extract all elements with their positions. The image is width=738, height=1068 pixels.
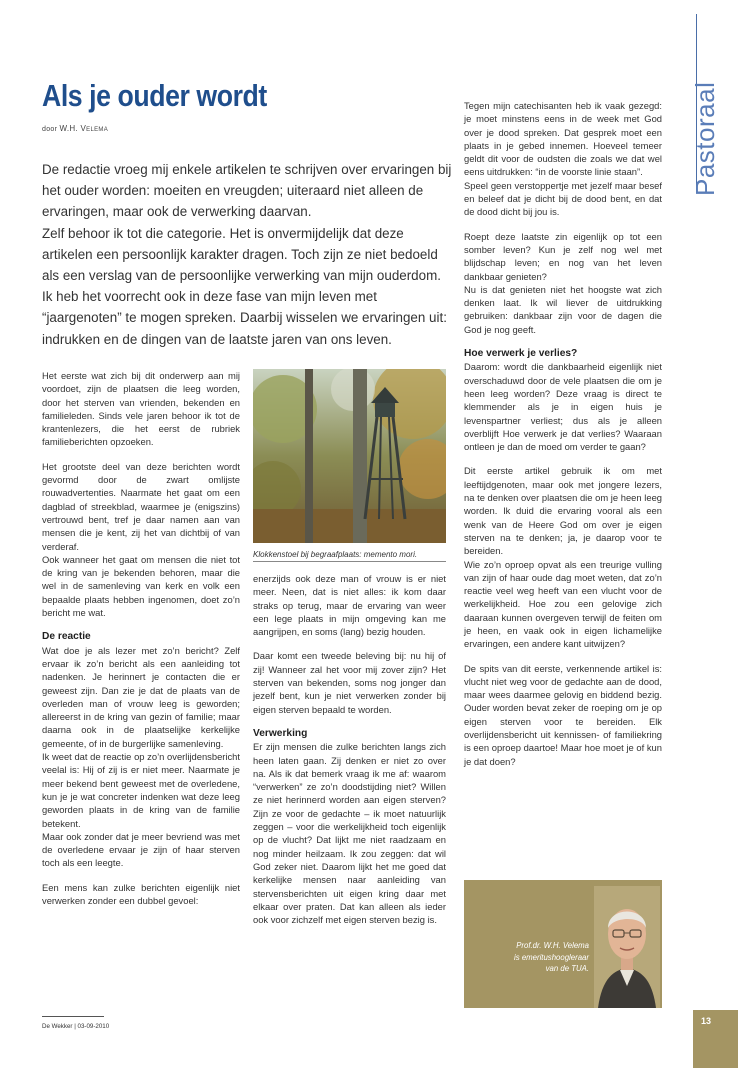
bell-tower-image: [253, 369, 446, 543]
paragraph: Roept deze laatste zin eigenlijk op tot een somber leven? Kun je zelf nog wel met blijdschap leven; en nog van het leven dankbaar genieten?: [464, 230, 662, 282]
paragraph: Daar komt een tweede beleving bij: nu hij of zij! Wanneer zal het voor mij zover zijn? Het sterven van bekenden, soms nog jonger dan jezelf bent, kun je niet verwerken zonder bij eigen sterven bepaald te worden.: [253, 650, 446, 715]
page-number-box: [693, 1010, 738, 1068]
paragraph: Ik weet dat de reactie op zo’n overlijdensbericht veelal is: Hij of zij is er niet meer. Naarmate je meer bekend bent geweest met de overledene, kun je je wat concreter indenken wat deze leeg geworden plaats in de kring van de familie betekent.: [42, 751, 240, 829]
paragraph: Ook wanneer het gaat om mensen die niet tot de kring van je bekenden behoren, maar die wel in de samenleving van kerk en volk een bepaalde plaats hebben ingenomen, doet zo’n bericht me wat.: [42, 553, 240, 619]
paragraph: Wie zo’n oproep opvat als een treurige vulling van zijn of haar oude dag moet weten, dat zo’n reactie veel weg heeft van een vlucht voor de werkelijkheid. Hoe zou een gelovige zich daaraan kunnen overgeven terwijl de feiten om je heen, en vaak ook in eigen lichamelijke ervaringen, een andere kant uitwijzen?: [464, 558, 662, 650]
column-3: [464, 99, 662, 779]
paragraph: Nu is dat genieten niet het hoogste wat zich denken laat. Ik wil liever de uitdrukking gebruiken: dankbaar zijn voor de dagen die God je nog geeft.: [464, 283, 662, 335]
paragraph: Dit eerste artikel gebruik ik om met leeftijdgenoten, maar ook met jongere lezers, na te denken over plaatsen die om je heen leeg worden. Ik duid die ervaring vooral als een wenk van de Heere God om over je eigen sterven na te denken; ja, je daarop voor te bereiden.: [464, 465, 662, 557]
portrait-caption: [468, 940, 589, 975]
intro-paragraph: De redactie vroeg mij enkele artikelen te schrijven over ervaringen bij het ouder worden: moeiten en vreugden; uiteraard niet alleen de ervaringen, maar ook de verwerking daarvan.: [42, 162, 452, 220]
column-2: [253, 572, 446, 937]
footer-text: De Wekker | 03-09-2010: [42, 1023, 110, 1030]
portrait-caption-line: is emeritushoogleraar: [514, 952, 589, 962]
bell-tower-photo: [253, 369, 446, 543]
subheading: Verwerking: [253, 727, 308, 739]
paragraph: Het eerste wat zich bij dit onderwerp aan mij voordoet, zijn de plaatsen die leeg worden, door het sterven van vrienden, bekenden en familieleden. Sinds vele jaren behoor ik tot de krantenlezers, die het eerst de rubriek familieberichten opzoeken.: [42, 370, 240, 448]
paragraph: enerzijds ook deze man of vrouw is er niet meer. Neen, dat is niet alles: ik kom daar straks op terug, maar de ervaring van weer een lege plaats in mijn omgeving kan me aangrijpen, en soms (lang) bezig houden.: [253, 573, 446, 638]
portrait-caption-line: van de TUA.: [545, 964, 589, 973]
page-number: 13: [700, 1016, 711, 1026]
intro-text: [42, 159, 454, 350]
author-portrait-image: [594, 886, 660, 1008]
subheading: De reactie: [42, 631, 91, 643]
byline: [42, 124, 108, 133]
paragraph: Het grootste deel van deze berichten wordt gevormd door de zwart omlijste rouwadvertenties. Naarmate het gaat om een dagblad of streekblad, waarmee je (enigszins) vertrouwd bent, tref je daar namen aan van mensen die je kent, zij het van dichtbij of van verderaf.: [42, 460, 240, 552]
section-label: [686, 40, 720, 200]
section-label-text: Pastoraal: [690, 81, 720, 196]
paragraph: Maar ook zonder dat je meer bevriend was met de overledene ervaar je zijn of haar sterven toch als een leegte.: [42, 830, 240, 869]
caption-rule: [253, 561, 446, 562]
paragraph: Wat doe je als lezer met zo’n bericht? Zelf ervaar ik zo’n bericht als een aanleiding tot nadenken. Je herinnert je contacten die er geweest zijn. Dan zie je dat de plaats van de overleden man of vrouw leeg is geworden; allereerst in de kring van gezin of familie; maar daarna ook in de plaatselijke kerkelijke gemeente, of in de burgerlijke samenleving.: [42, 644, 240, 749]
byline-prefix: door: [42, 126, 58, 133]
author-portrait-box: [464, 880, 662, 1008]
paragraph: De spits van dit eerste, verkennende artikel is: vlucht niet weg voor de gedachte aan de dood, maar wees daarmee gelovig en biddend bezig. Ouder worden bevat zeker de roeping om je op eigen sterven voor te bereiden. Elk overlijdensbericht uit kennissen- of familiekring is een oproep daartoe! Maar hoe moet je of kun je dat doen?: [464, 662, 662, 767]
column-1: [42, 369, 240, 918]
article-title: Als je ouder wordt: [42, 78, 267, 113]
paragraph: Tegen mijn catechisanten heb ik vaak gezegd: je moet minstens eens in de week met God over je dood spreken. Dat gesprek moet een plaats in je gebed innemen. Hoeveel temeer geldt dit voor de oudsten die zoals we dat wel eens uitdrukken: “in de voorste linie staan”.: [464, 100, 662, 178]
paragraph: Daarom: wordt die dankbaarheid eigenlijk niet overschaduwd door de vele plaatsen die om je heen leeg worden? Deze vraag is direct te klemmender als je in eigen huis je levenspartner verliest; dus als je alleen overblijft Hoe verwerk je dat verlies? Waaraan ontleen je dan de moed om verder te gaan?: [464, 361, 662, 453]
paragraph: Speel geen verstoppertje met jezelf maar besef en beleef dat je dicht bij de dood bent, en dat de dood dicht bij jou is.: [464, 179, 662, 218]
paragraph: Er zijn mensen die zulke berichten langs zich heen laten gaan. Zij denken er niet zo over na. Als ik dat bemerk vraag ik me af: waarom “verwerken” ze zo’n doodstijding niet? Willen ze niet herinnerd worden aan eigen sterven? Zijn ze voor de gedachte – ik moet natuurlijk zeggen – voor die werkelijkheid toch eigenlijk op de vlucht? Dat lijkt me niet raadzaam en nog minder heilzaam. Ik zou zeggen: dat wil God zeker niet. Daarom lijkt het me goed dat kerkelijke mensen naar aanleiding van stervensberichten uit eigen kring daar met elkaar over praten. Dat kan alleen als ieder ook voor zichzelf met eigen sterven bezig is.: [253, 741, 446, 926]
footer-rule: [42, 1016, 104, 1017]
paragraph: Een mens kan zulke berichten eigenlijk niet verwerken zonder een dubbel gevoel:: [42, 881, 240, 906]
subheading: Hoe verwerk je verlies?: [464, 348, 578, 360]
portrait-caption-line: Prof.dr. W.H. Velema: [516, 941, 589, 950]
intro-paragraph: Zelf behoor ik tot die categorie. Het is onvermijdelijk dat deze artikelen een persoonlijk karakter dragen. Toch zijn ze niet bedoeld als een verslag van de persoonlijke verwerking van mijn ouderdom. Ik heb het voorrecht ook in deze fase van mijn leven met “jaargenoten” te mogen spreken. Daarbij wisselen we ervaringen uit: indrukken en de dingen van de laatste jaren van ons leven.: [42, 225, 447, 347]
photo-caption: Klokkenstoel bij begraafplaats: memento mori.: [253, 550, 418, 559]
byline-author: W.H. Velema: [59, 124, 109, 133]
